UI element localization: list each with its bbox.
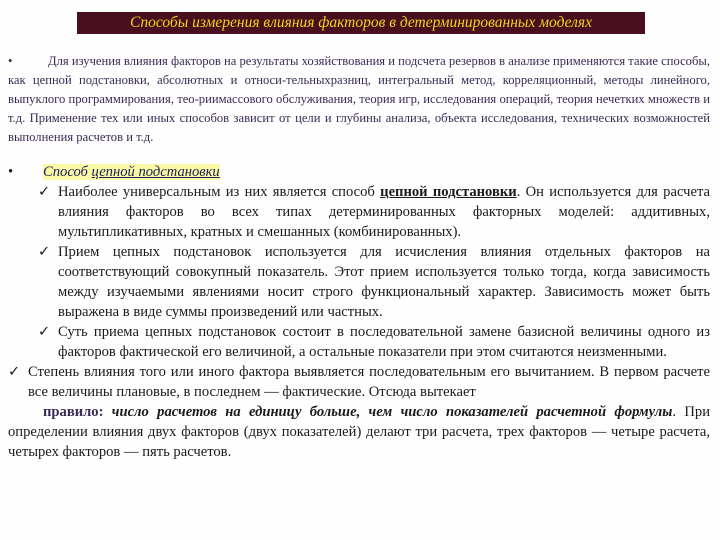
- intro-paragraph: [8, 52, 710, 147]
- checkmark-icon: ✓: [38, 244, 51, 260]
- checkmark-icon: ✓: [38, 184, 51, 200]
- checkmark-icon: ✓: [8, 364, 21, 380]
- list-item: [8, 182, 710, 242]
- intro-bullet: •: [8, 54, 13, 68]
- rule-indent: [8, 404, 43, 420]
- list-item: [8, 362, 710, 402]
- item1-text-after: . Он используется для расчета влияния факторов во всех типах детерминированных факторных моделей: аддитивных, мультипликативных, кратных и смешанных (комбинированных).: [58, 184, 710, 240]
- checkmark-icon: ✓: [38, 324, 51, 340]
- rule-paragraph: [8, 402, 710, 462]
- slide-title: Способы измерения влияния факторов в детерминированных моделях: [77, 12, 645, 34]
- section-heading: [8, 162, 710, 182]
- heading-prefix: Способ: [43, 164, 92, 180]
- rule-colon: :: [98, 404, 112, 420]
- item1-text-before: Наиболее универсальным из них является способ: [58, 184, 381, 200]
- rule-word: правило: [43, 404, 99, 420]
- chain-substitution-section: [8, 162, 710, 462]
- intro-text: Для изучения влияния факторов на результаты хозяйствования и подсчета резервов в анализе применяются такие способы, как цепной подстановки, абсолютных и относи-тельныхразниц, интегральный метод, корреляционный, методы линейного, выпуклого программирования, тео-риимассового обслуживания, теория игр, исследования операций, теория нечетких множеств и т.д. Применение тех или иных способов зависит от цели и глубины анализа, объекта исследования, технических возможностей выполнения расчетов и т.д.: [8, 54, 710, 144]
- rule-italic-text: число расчетов на единицу больше, чем число показателей расчетной формулы: [111, 404, 673, 420]
- heading-bullet: •: [8, 164, 14, 180]
- item1-bold-term: цепной подстановки: [380, 184, 517, 200]
- list-item: [8, 322, 710, 362]
- item3-text: Суть приема цепных подстановок состоит в последовательной замене базисной величины одного из факторов фактической его величиной, а остальные показатели при этом считаются неизменными.: [58, 324, 710, 360]
- item2-text: Прием цепных подстановок используется для исчисления влияния отдельных факторов на соответствующий совокупный показатель. Этот прием используется только тогда, когда зависимость между изучаемыми явлениями носит строго функциональный характер. Зависимость может быть выражена в виде суммы произведений или частных.: [58, 244, 710, 320]
- heading-highlight: [43, 164, 220, 180]
- list-item: [8, 242, 710, 322]
- heading-underlined: цепной подстановки: [91, 164, 220, 180]
- item4-text: Степень влияния того или иного фактора выявляется последовательным его вычитанием. В первом расчете все величины плановые, в последнем — фактические. Отсюда вытекает: [28, 364, 710, 400]
- rule-after-text: . При определении влияния двух факторов (двух показателей) делают три расчета, трех факторов — четыре расчета, четырех факторов — пять расчетов.: [8, 404, 710, 460]
